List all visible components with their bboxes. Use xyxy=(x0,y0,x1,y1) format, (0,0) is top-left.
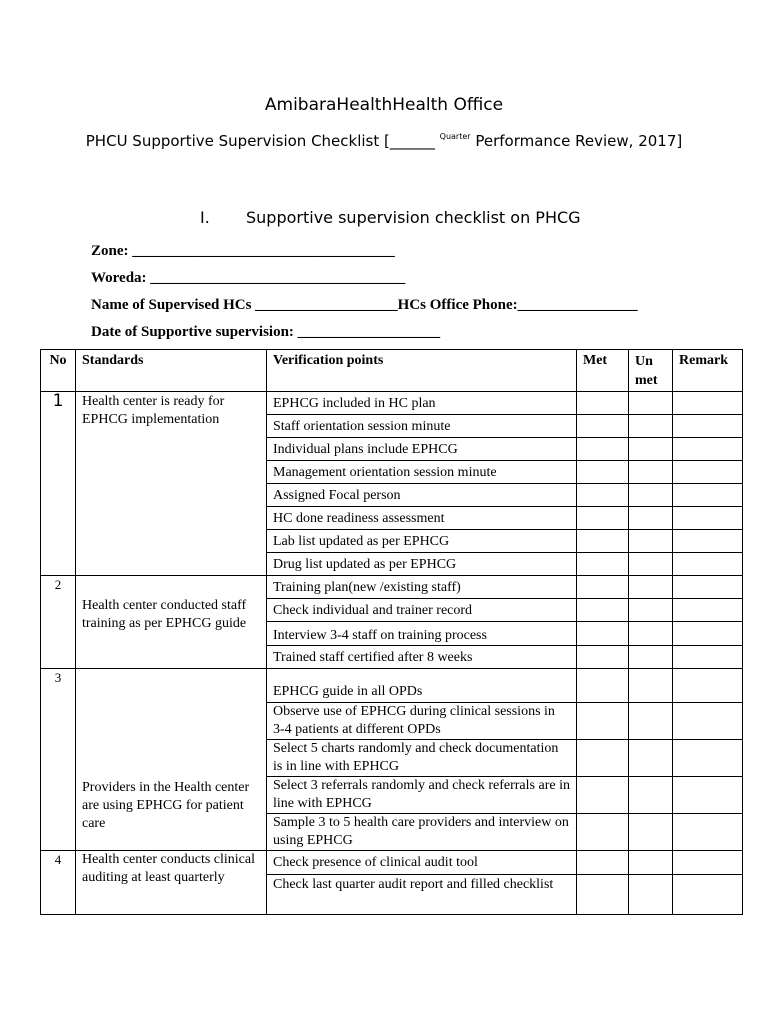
verification-point: Select 3 referrals randomly and check referrals are in line with EPHCG xyxy=(267,777,577,814)
met-cell[interactable] xyxy=(577,553,629,576)
met-cell[interactable] xyxy=(577,703,629,740)
met-cell[interactable] xyxy=(577,438,629,461)
unmet-cell[interactable] xyxy=(629,622,673,646)
row-number: 1 xyxy=(41,392,76,576)
unmet-cell[interactable] xyxy=(629,851,673,875)
unmet-cell[interactable] xyxy=(629,777,673,814)
table-row xyxy=(41,392,743,415)
met-cell[interactable] xyxy=(577,646,629,669)
verification-point: EPHCG included in HC plan xyxy=(267,392,577,415)
verification-point: Check presence of clinical audit tool xyxy=(267,851,577,875)
verification-point: Staff orientation session minute xyxy=(267,415,577,438)
remark-cell[interactable] xyxy=(673,814,743,851)
met-cell[interactable] xyxy=(577,415,629,438)
unmet-cell[interactable] xyxy=(629,392,673,415)
remark-cell[interactable] xyxy=(673,669,743,703)
verification-point: Drug list updated as per EPHCG xyxy=(267,553,577,576)
met-cell[interactable] xyxy=(577,461,629,484)
verification-point: HC done readiness assessment xyxy=(267,507,577,530)
unmet-cell[interactable] xyxy=(629,461,673,484)
remark-cell[interactable] xyxy=(673,484,743,507)
remark-cell[interactable] xyxy=(673,392,743,415)
met-cell[interactable] xyxy=(577,576,629,599)
unmet-cell[interactable] xyxy=(629,646,673,669)
table-row xyxy=(41,851,743,875)
remark-cell[interactable] xyxy=(673,576,743,599)
section-title: Supportive supervision checklist on PHCG xyxy=(246,208,581,227)
table-row xyxy=(41,669,743,703)
header-no: No xyxy=(41,350,76,392)
met-cell[interactable] xyxy=(577,777,629,814)
met-cell[interactable] xyxy=(577,875,629,915)
verification-point: Individual plans include EPHCG xyxy=(267,438,577,461)
remark-cell[interactable] xyxy=(673,507,743,530)
remark-cell[interactable] xyxy=(673,777,743,814)
met-cell[interactable] xyxy=(577,530,629,553)
verification-point: Check last quarter audit report and filled checklist xyxy=(267,875,577,915)
verification-point: Assigned Focal person xyxy=(267,484,577,507)
verification-point: Training plan(new /existing staff) xyxy=(267,576,577,599)
row-number: 2 xyxy=(41,576,76,669)
remark-cell[interactable] xyxy=(673,553,743,576)
supervision-date-field: Date of Supportive supervision: ___________________ xyxy=(91,324,441,340)
unmet-cell[interactable] xyxy=(629,438,673,461)
section-heading xyxy=(200,208,581,227)
verification-point: Sample 3 to 5 health care providers and interview on using EPHCG xyxy=(267,814,577,851)
checklist-table xyxy=(40,349,743,915)
table-header-row xyxy=(41,350,743,392)
zone-field: Zone: ___________________________________ xyxy=(91,243,395,259)
standard-cell: Health center is ready for EPHCG implementation xyxy=(76,392,267,576)
checklist-title-prefix: PHCU Supportive Supervision Checklist [ xyxy=(85,132,390,150)
remark-cell[interactable] xyxy=(673,851,743,875)
remark-cell[interactable] xyxy=(673,438,743,461)
met-cell[interactable] xyxy=(577,484,629,507)
met-cell[interactable] xyxy=(577,507,629,530)
unmet-cell[interactable] xyxy=(629,507,673,530)
met-cell[interactable] xyxy=(577,740,629,777)
met-cell[interactable] xyxy=(577,851,629,875)
remark-cell[interactable] xyxy=(673,740,743,777)
unmet-cell[interactable] xyxy=(629,703,673,740)
unmet-cell[interactable] xyxy=(629,415,673,438)
header-met: Met xyxy=(577,350,629,392)
met-cell[interactable] xyxy=(577,669,629,703)
verification-point: EPHCG guide in all OPDs xyxy=(267,669,577,703)
remark-cell[interactable] xyxy=(673,461,743,484)
quarter-superscript: Quarter xyxy=(439,132,471,141)
unmet-cell[interactable] xyxy=(629,599,673,622)
met-cell[interactable] xyxy=(577,392,629,415)
remark-cell[interactable] xyxy=(673,646,743,669)
header-remark: Remark xyxy=(673,350,743,392)
unmet-cell[interactable] xyxy=(629,740,673,777)
remark-cell[interactable] xyxy=(673,703,743,740)
met-cell[interactable] xyxy=(577,622,629,646)
standard-cell: Providers in the Health center are using EPHCG for patient care xyxy=(76,669,267,851)
checklist-title-suffix: Performance Review, 2017] xyxy=(470,132,683,150)
header-unmet: Un met xyxy=(629,350,673,392)
row-number: 3 xyxy=(41,669,76,851)
unmet-cell[interactable] xyxy=(629,875,673,915)
quarter-blank: ______ xyxy=(389,132,435,150)
unmet-cell[interactable] xyxy=(629,530,673,553)
unmet-cell[interactable] xyxy=(629,576,673,599)
row-number: 4 xyxy=(41,851,76,915)
verification-point: Trained staff certified after 8 weeks xyxy=(267,646,577,669)
unmet-cell[interactable] xyxy=(629,484,673,507)
remark-cell[interactable] xyxy=(673,599,743,622)
unmet-cell[interactable] xyxy=(629,814,673,851)
verification-point: Management orientation session minute xyxy=(267,461,577,484)
table-row xyxy=(41,576,743,599)
met-cell[interactable] xyxy=(577,814,629,851)
verification-point: Select 5 charts randomly and check documentation is in line with EPHCG xyxy=(267,740,577,777)
standard-cell: Health center conducted staff training as per EPHCG guide xyxy=(76,576,267,669)
verification-point: Check individual and trainer record xyxy=(267,599,577,622)
section-number: I. xyxy=(200,208,210,227)
checklist-title xyxy=(0,132,768,150)
header-verification: Verification points xyxy=(267,350,577,392)
verification-point: Observe use of EPHCG during clinical sessions in 3-4 patients at different OPDs xyxy=(267,703,577,740)
office-title: AmibaraHealthHealth Office xyxy=(264,95,504,115)
remark-cell[interactable] xyxy=(673,530,743,553)
standard-cell: Health center conducts clinical auditing at least quarterly xyxy=(76,851,267,915)
supervised-hc-field: Name of Supervised HCs ___________________HCs Office Phone:________________ xyxy=(91,297,638,313)
unmet-cell[interactable] xyxy=(629,669,673,703)
remark-cell[interactable] xyxy=(673,622,743,646)
remark-cell[interactable] xyxy=(673,415,743,438)
remark-cell[interactable] xyxy=(673,875,743,915)
woreda-field: Woreda: __________________________________ xyxy=(91,270,406,286)
met-cell[interactable] xyxy=(577,599,629,622)
header-standards: Standards xyxy=(76,350,267,392)
unmet-cell[interactable] xyxy=(629,553,673,576)
verification-point: Interview 3-4 staff on training process xyxy=(267,622,577,646)
verification-point: Lab list updated as per EPHCG xyxy=(267,530,577,553)
